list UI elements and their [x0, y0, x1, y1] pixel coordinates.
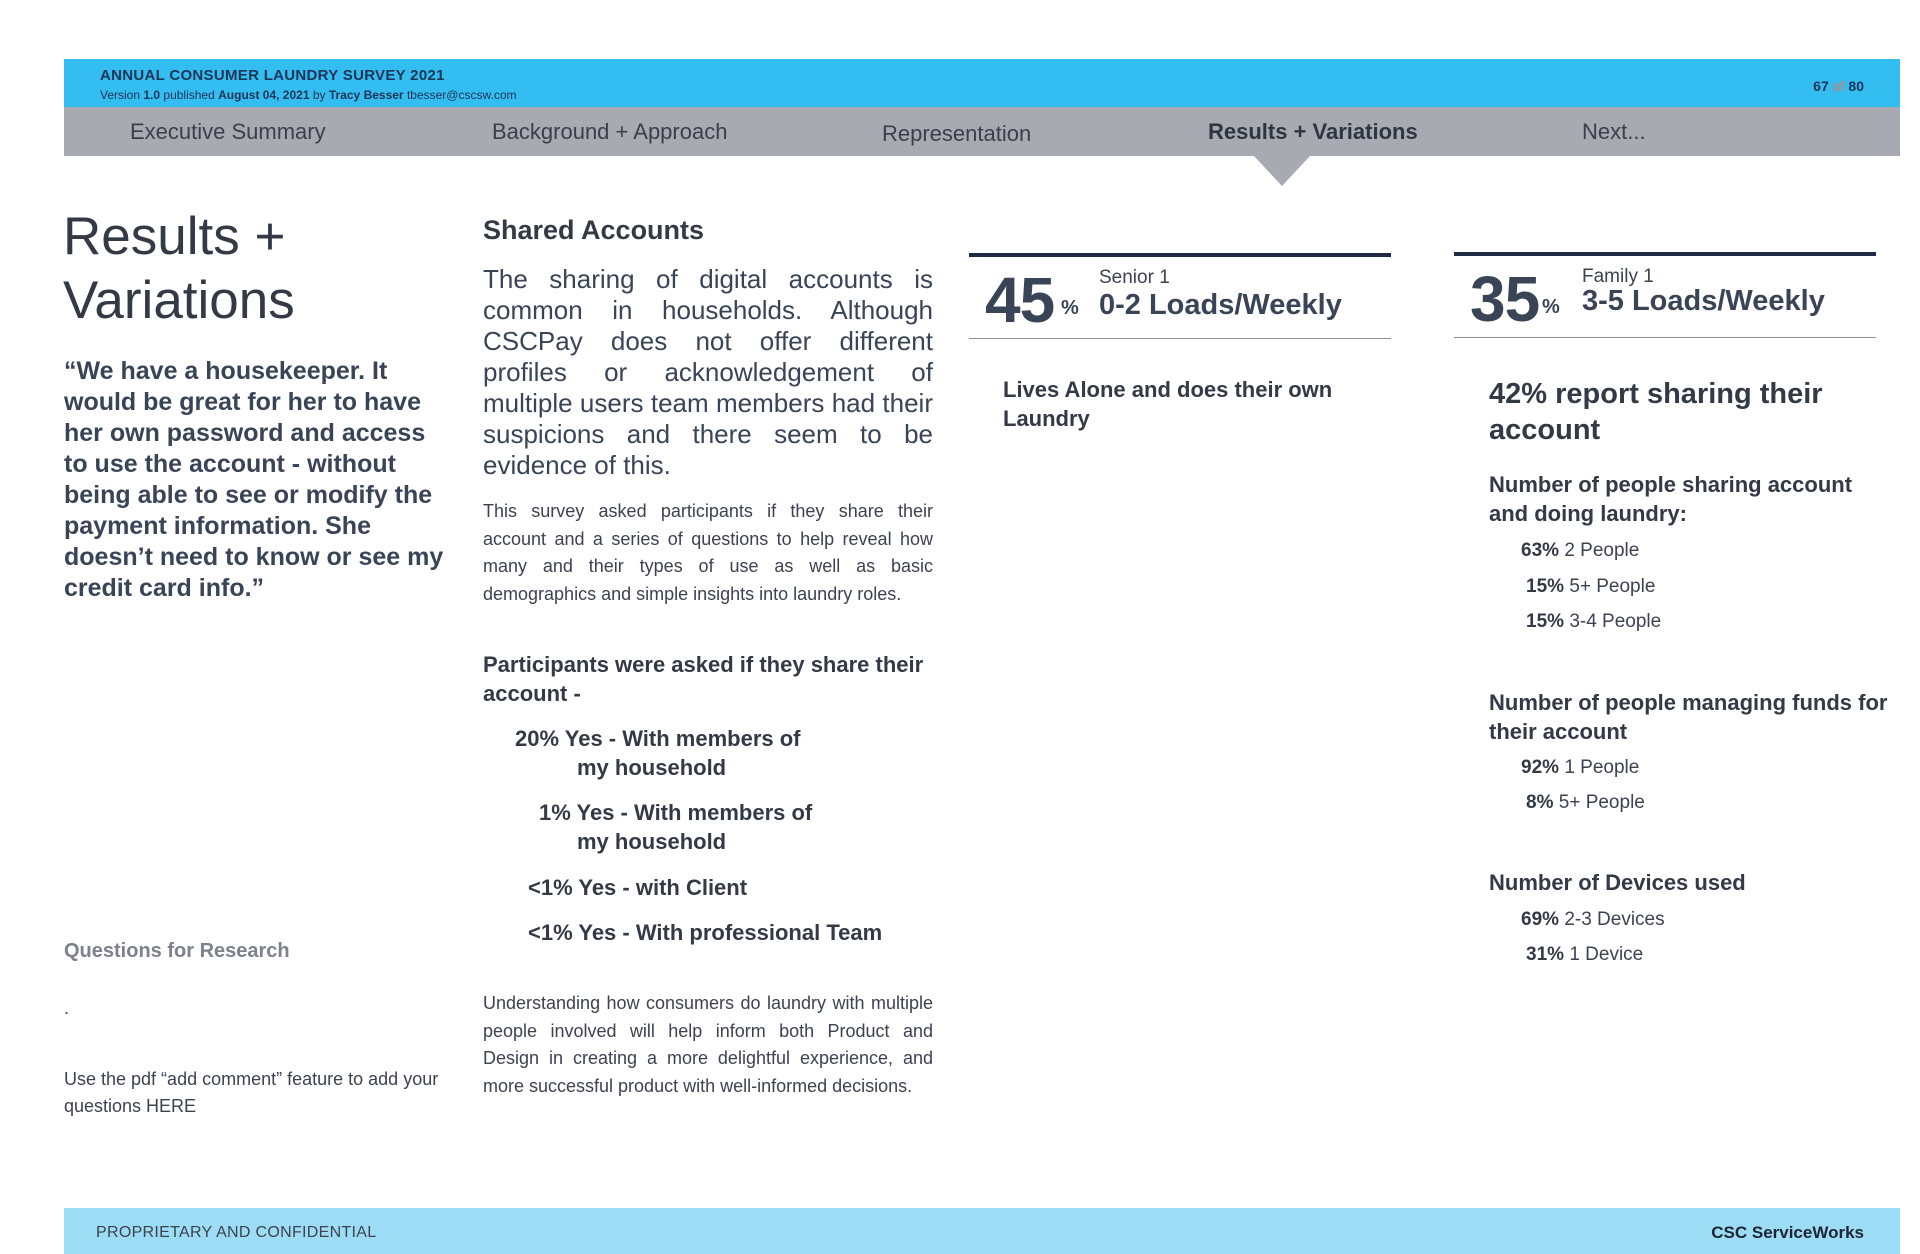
funds-metric: [1526, 792, 1645, 814]
metric-percent: 63%: [1521, 540, 1560, 561]
nav-next[interactable]: Next...: [1582, 119, 1646, 144]
nav-background-approach[interactable]: Background + Approach: [492, 119, 728, 144]
metric-label: 1 Device: [1569, 944, 1644, 965]
section-nav: [64, 107, 1900, 156]
senior-loads: 0-2 Loads/Weekly: [1099, 289, 1342, 321]
nav-executive-summary[interactable]: Executive Summary: [130, 119, 326, 144]
metric-label: 2 People: [1564, 540, 1640, 561]
version-prefix: Version: [100, 88, 141, 102]
family-percent-sign: %: [1542, 296, 1560, 318]
answer-line-continued: my household: [577, 829, 727, 854]
senior-percent-sign: %: [1061, 297, 1079, 319]
sharing-metric: [1526, 576, 1655, 598]
metric-label: 1 People: [1564, 757, 1640, 778]
senior-segment: Senior 1: [1099, 267, 1170, 288]
confidential-label: PROPRIETARY AND CONFIDENTIAL: [96, 1224, 377, 1241]
senior-note: Lives Alone and does their own Laundry: [1003, 377, 1333, 431]
family-stat-card: [1454, 252, 1876, 338]
nav-representation[interactable]: Representation: [882, 121, 1032, 146]
shared-accounts-heading: Shared Accounts: [483, 215, 705, 245]
metric-percent: 92%: [1521, 757, 1560, 778]
page-counter: [1813, 78, 1864, 94]
metric-percent: 31%: [1526, 944, 1565, 965]
answer-item: [539, 798, 812, 856]
comment-instructions: Use the pdf “add comment” feature to add your questions HERE: [64, 1069, 439, 1116]
answer-item: [528, 873, 747, 902]
answer-line: 1% Yes - With members of: [539, 800, 813, 825]
placeholder-dot: .: [64, 998, 70, 1018]
author-email[interactable]: tbesser@cscsw.com: [406, 88, 517, 102]
nav-results-variations[interactable]: Results + Variations: [1208, 119, 1418, 144]
answer-line: 20% Yes - With members of: [515, 726, 801, 751]
answer-item: [515, 724, 801, 782]
published-date: August 04, 2021: [218, 88, 310, 102]
report-footer: [64, 1208, 1900, 1254]
funds-heading: Number of people managing funds for their account: [1489, 690, 1888, 744]
devices-metric: [1521, 909, 1665, 931]
sharing-metric: [1521, 540, 1639, 562]
version-info: [100, 88, 517, 102]
sharing-report: 42% report sharing their account: [1489, 378, 1823, 446]
senior-stat-card: [969, 253, 1391, 339]
page-title-line2: Variations: [63, 271, 295, 330]
answer-line-continued: my household: [577, 755, 727, 780]
page-current: 67: [1813, 78, 1829, 94]
page-title-line1: Results +: [63, 207, 286, 266]
customer-quote: “We have a housekeeper. It would be great for her to have her own password and access to use the account - without being able to see or modify the payment information. She doesn’t need to know or see my credit card info.”: [64, 357, 444, 602]
devices-heading: Number of Devices used: [1489, 870, 1746, 895]
metric-label: 2-3 Devices: [1564, 909, 1665, 930]
devices-metric: [1526, 944, 1643, 966]
participants-question: Participants were asked if they share their account -: [483, 652, 924, 706]
metric-percent: 8%: [1526, 792, 1554, 813]
metric-percent: 15%: [1526, 576, 1565, 597]
sharing-heading: Number of people sharing account and doing laundry:: [1489, 472, 1853, 526]
family-loads: 3-5 Loads/Weekly: [1582, 285, 1825, 317]
sharing-metric: [1526, 611, 1661, 633]
answer-line: <1% Yes - with Client: [528, 875, 748, 900]
version-number: 1.0: [143, 88, 161, 102]
senior-percent: 45: [985, 264, 1055, 336]
answer-line: <1% Yes - With professional Team: [528, 920, 883, 945]
report-title: ANNUAL CONSUMER LAUNDRY SURVEY 2021: [100, 67, 445, 84]
author-name: Tracy Besser: [328, 88, 404, 102]
report-header: [64, 59, 1900, 107]
answer-item: [528, 918, 882, 947]
page-title: [63, 205, 443, 333]
metric-label: 5+ People: [1558, 792, 1645, 813]
family-segment: Family 1: [1582, 266, 1654, 287]
by-prefix: by: [312, 88, 326, 102]
active-section-pointer: [1254, 156, 1310, 186]
questions-heading: Questions for Research: [64, 940, 290, 962]
published-prefix: published: [163, 88, 215, 102]
metric-percent: 69%: [1521, 909, 1560, 930]
page-of: of: [1832, 78, 1845, 94]
metric-label: 3-4 People: [1569, 611, 1662, 632]
metric-percent: 15%: [1526, 611, 1565, 632]
survey-description: This survey asked participants if they share their account and a series of questions to help reveal how many and their types of use as well as basic demographics and simple insights into laundry roles.: [483, 501, 933, 604]
metric-label: 5+ People: [1569, 576, 1656, 597]
funds-metric: [1521, 757, 1639, 779]
company-name: CSC ServiceWorks: [1711, 1223, 1864, 1242]
page-total: 80: [1848, 78, 1864, 94]
family-percent: 35: [1470, 263, 1540, 335]
closing-paragraph: Understanding how consumers do laundry with multiple people involved will help inform both Product and Design in creating a more delightful experience, and more successful product with well-informed decisions.: [483, 993, 933, 1096]
shared-accounts-lead: The sharing of digital accounts is common in households. Although CSCPay does not offer different profiles or acknowledgement of multiple users team members had their suspicions and there seem to be evidence of this.: [483, 264, 933, 480]
